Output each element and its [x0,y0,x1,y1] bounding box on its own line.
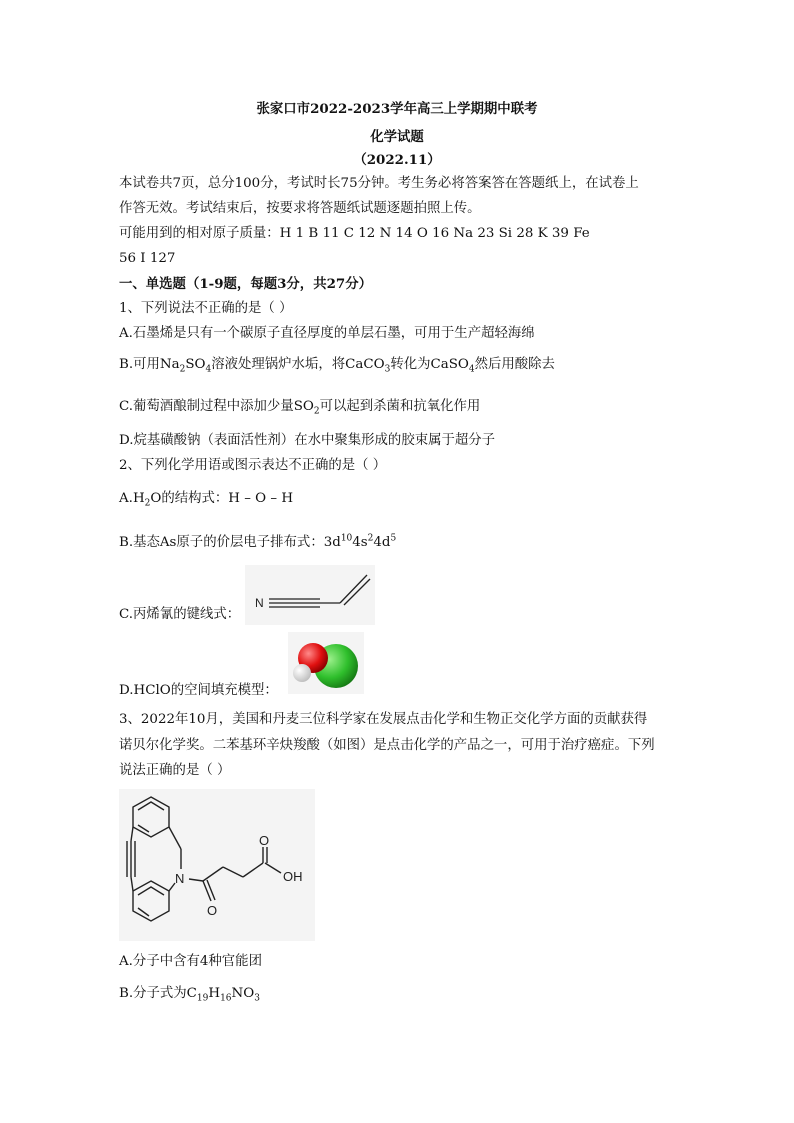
q2-stem: 2、下列化学用语或图示表达不正确的是（ ） [119,458,387,473]
section-heading: 一、单选题（1-9题，每题3分，共27分） [119,276,373,292]
q2-option-a: $A.H_2O$的结构式：H – O – H [119,491,294,509]
q1-option-c: C.葡萄酒酿制过程中添加少量$SO_2$可以起到杀菌和抗氧化作用 [119,399,481,417]
q3-option-a: A.分子中含有4种官能团 [119,954,262,969]
atomic-mass-line-2: 56 I 127 [119,251,176,266]
amide-oxygen-label: O [207,903,218,918]
q2-option-b: B.基态As原子的价层电子排布式：$3d^{10}4s^24d^5$ [119,533,397,550]
q2-option-d: D.HClO的空间填充模型： [119,683,278,698]
q1-option-a: A.石墨烯是只有一个碳原子直径厚度的单层石墨，可用于生产超轻海绵 [119,326,535,341]
q1-option-d: D.烷基磺酸钠（表面活性剂）在水中聚集形成的胶束属于超分子 [119,433,496,448]
acid-oxygen-label: O [259,833,270,848]
nitrogen-label: N [175,871,185,886]
q3-stem-line-1: 3、2022年10月，美国和丹麦三位科学家在发展点击化学和生物正交化学方面的贡献获得 [119,712,648,727]
q2-option-c: C.丙烯氰的键线式： [119,607,241,622]
q1-stem: 1、下列说法不正确的是（ ） [119,301,293,316]
nitrogen-label: N [255,596,264,610]
hydroxyl-label: OH [283,869,303,884]
exam-date: （2022.11） [353,152,441,168]
q3-option-b: B.分子式为$C_{19}H_{16}NO_3$ [119,986,260,1004]
dbco-acid-structure-figure [119,789,315,941]
figure-background [245,565,375,625]
q3-stem-line-3: 说法正确的是（ ） [119,763,231,778]
instructions-line-2: 作答无效。考试结束后，按要求将答题纸试题逐题拍照上传。 [119,201,481,216]
hydrogen-atom-sphere [293,664,311,682]
q1-option-b: B.可用$Na_2SO_4$溶液处理锅炉水垢，将CaCO$_3$转化为CaSO$_4$然后用酸除去 [119,357,555,375]
hclo-space-filling-model [288,632,364,694]
q3-stem-line-2: 诺贝尔化学奖。二苯基环辛炔羧酸（如图）是点击化学的产品之一，可用于治疗癌症。下列 [119,738,655,753]
exam-title: 张家口市2022-2023学年高三上学期期中联考 [256,101,538,117]
exam-subtitle: 化学试题 [370,129,424,145]
instructions-line-1: 本试卷共7页，总分100分，考试时长75分钟。考生务必将答案答在答题纸上，在试卷上 [119,176,639,191]
acrylonitrile-skeletal-figure [245,565,375,625]
atomic-mass-line-1: 可能用到的相对原子质量：H 1 B 11 C 12 N 14 O 16 Na 23 Si 28 K 39 Fe [119,226,590,241]
figure-background [119,789,315,941]
